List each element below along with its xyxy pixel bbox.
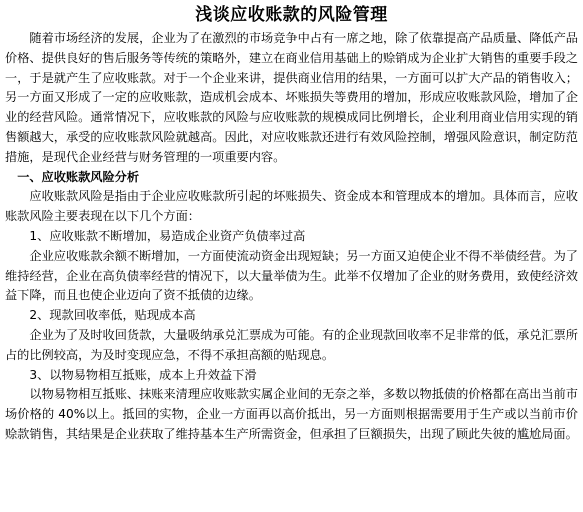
subsection-heading-1: 1、应收账款不断增加，易造成企业资产负债率过高 <box>29 228 306 243</box>
subsection-paragraph-2: 企业为了及时收回货款，大量吸纳承兑汇票成为可能。有的企业现款回收率不足非常的低，承兑汇票所占的比例较高，为及时变现应急，不得不承担高额的贴现息。 <box>5 327 578 362</box>
subsection-heading-2: 2、现款回收率低，贴现成本高 <box>29 308 196 323</box>
intro-paragraph: 随着市场经济的发展，企业为了在激烈的市场竞争中占有一席之地，除了依靠提高产品质量、降低产品价格、提供良好的售后服务等传统的策略外，建立在商业信用基础上的赊销成为企业扩大销售的重要手段之一，于是就产生了应收账款。对于一个企业来讲，提供商业信用的结果，一方面可以扩大产品的销售收入；另一方面又形成了一定的应收账款，造成机会成本、坏账损失等费用的增加，形成应收账款风险，增加了企业的经营风险。通常情况下，应收账款的风险与应收账款的规模成同比例增长，企业利用商业信用实现的销售额越大，承受的应收账款风险就越高。因此，对应收账款还进行有效风险控制，增强风险意识，制定防范措施，是现代企业经营与财务管理的一项重要内容。 <box>5 31 578 164</box>
subsection-paragraph-3: 以物易物相互抵账、抹账来清理应收账款实属企业间的无奈之举，多数以物抵债的价格都在高出当前市场价格的 40%以上。抵回的实物，企业一方面再以高价抵出，另一方面则根据需要用于生产或以当前市价赊款销售，其结果是企业获取了维持基本生产所需资金，但承担了巨额损失，出现了顾此失彼的尴尬局面。 <box>5 387 578 441</box>
document-body <box>5 29 578 445</box>
subsection-heading-3: 3、以物易物相互抵账，成本上升效益下滑 <box>29 367 257 382</box>
section-intro-paragraph: 应收账款风险是指由于企业应收账款所引起的坏账损失、资金成本和管理成本的增加。具体而言，应收账款风险主要表现在以下几个方面： <box>5 189 578 224</box>
document-title: 浅谈应收账款的风险管理 <box>195 5 388 25</box>
subsection-paragraph-1: 企业应收账款余额不断增加，一方面使流动资金出现短缺；另一方面又迫使企业不得不举债经营。为了维持经营，企业在高负债率经营的情况下，以大量举债为生。此举不仅增加了企业的财务费用，致使经济效益下降，而且也使企业迈向了资不抵债的边缘。 <box>5 248 578 303</box>
section-heading: 一、应收账款风险分析 <box>17 169 140 184</box>
